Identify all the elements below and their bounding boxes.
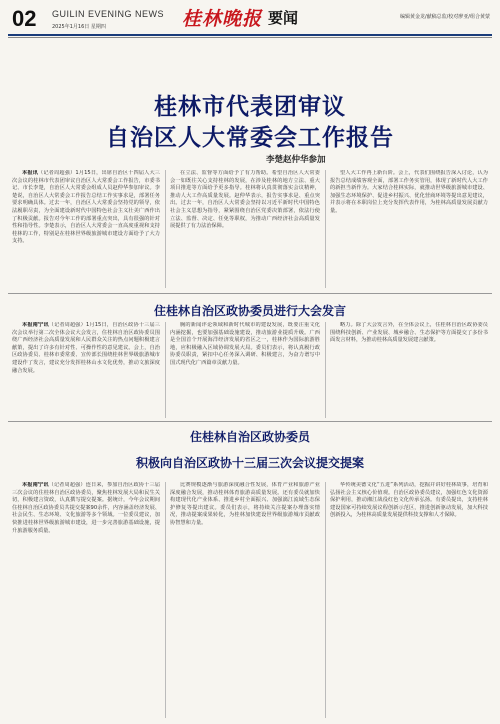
- paper-logo: 桂林晚报: [182, 8, 263, 30]
- story3-text-1: （记者周超强）连日来，参加自治区政协十三届三次会议的住桂林自治区政协委员，聚焦桂林发展大局和民生关切，积极建言资政，认真撰写提交提案。据统计，今年会议期间住桂林自治区政协委员共提交提案90余件，内容涵盖经济发展、社会民生、生态环境、文化旅游等多个领域。一位委员建议，加快推进桂林世界级旅游城市建设，进一步完善旅游基础设施，提升旅游服务质量。: [12, 482, 160, 534]
- story1-column-3: [330, 170, 488, 288]
- story3-column-1: [12, 482, 160, 718]
- story1-headline-line2: 自治区人大常委会工作报告: [106, 125, 394, 151]
- story1-text-1: （记者周超强）1月15日，出席自治区十四届人大三次会议的桂林市代表团审议自治区人大常委会工作报告，市委书记、市长李楚，自治区人大常委会组成人员赵仲华参加审议。李楚说，自治区人大常委会工作报告总结工作实事求是，部署任务要求明确具体。过去一年，自治区人大常委会坚持党的领导，依法履职尽责，为全面建设新时代中国特色社会主义壮美广西作出了积极贡献。报告对今年工作的部署重点突出，具有很强的针对性和指导性。李楚表示，自治区人大常委会一直高度重视和支持桂林的工作，特别是在桂林世界级旅游城市建设方面给予了大力支持。: [12, 170, 160, 245]
- story1-subhead: 李楚赵仲华参加: [266, 155, 326, 165]
- story3-text-2: 比赛规模逐渐与旅游深度融合性发展，体育产业和旅游产业深度融合发展，推动桂林体育旅游高质量发展。还有委员就加快构建现代化产业体系、推进乡村全面振兴、加强漓江流域生态保护修复等提出建议。委员们表示，将持续关注提案办理落实情况，推动提案成果转化，为桂林加快建设世界级旅游城市贡献政协智慧和力量。: [170, 482, 320, 526]
- story1-column-2: [170, 170, 320, 288]
- story2-column-3: [330, 322, 488, 418]
- story2-text-2: 胸的新闻评论领域和新时代城市的建设发展，既要注重文化内涵挖掘，也要加强基础设施建设，推动旅游业提质升级。广西是全国首个开展海洋经济发展的省区之一，桂林作为国际旅游胜地，应积极融入区域协调发展大局。委员们表示，将认真履行政协委员职责，紧扣中心任务深入调研、积极建言，为奋力谱写中国式现代化广西篇章贡献力量。: [170, 322, 320, 366]
- column-divider: [165, 482, 166, 718]
- story2-text-1: （记者周超强）1月15日，自治区政协十三届三次会议举行第二次全体会议大会发言，住桂林自治区政协委员围绕广西经济社会高质量发展和人民群众关注的热点问题积极建言献策，提出了许多有针对性、可操作性的意见建议。会上，自治区政协委员、桂林市委常委、宣传部长围绕桂林世界级旅游城市建设作了发言，建议充分发挥桂林山水文化优势，推动文旅深度融合发展。: [12, 322, 160, 374]
- story2-dateline: 本报南宁讯: [22, 322, 49, 328]
- masthead-rule-thin: [8, 37, 492, 38]
- story2-text-3: 略力。除了大会发言外，在全体会议上，住桂林自治区政协委员围绕科技创新、产业发展、城乡融合、生态保护等方面提交了多份书面发言材料，为推动桂林高质量发展建言献策。: [330, 322, 488, 344]
- story3-column-3: [330, 482, 488, 718]
- story3-headline-line2: 积极向自治区政协十三届三次会议提交提案: [135, 456, 364, 470]
- story3-column-2: [170, 482, 320, 718]
- column-divider: [165, 322, 166, 418]
- story3-headline-line1: 住桂林自治区政协委员: [189, 430, 310, 444]
- story3-text-3: 华传统美德文化“五进”系列活动，挖掘并讲好桂林故事，培育和弘扬社会主义核心价值观。自治区政协委员建议，加强红色文化资源保护利用，推动湘江战役红色文化传承弘扬。有委员提出，支持桂林建设国家可持续发展议程创新示范区，推进创新驱动发展，加大科技创新投入，为桂林高质量发展提供科技支撑和人才保障。: [330, 482, 488, 519]
- section-title: 要闻: [268, 9, 299, 27]
- editor-credits: 编辑黄金龙/献稿总监/校对廖亚/组合黄蒙: [399, 14, 490, 20]
- story-separator: [8, 421, 492, 422]
- column-divider: [325, 322, 326, 418]
- story-separator: [8, 293, 492, 294]
- story2-column-1: [12, 322, 160, 418]
- story1-headline-line1: 桂林市代表团审议: [154, 94, 346, 120]
- story2-headline: 住桂林自治区政协委员进行大会发言: [153, 304, 346, 318]
- column-divider: [325, 170, 326, 288]
- story1-text-3: 望人大工作再上新台阶。会上，代表们围绕报告深入讨论，认为报告总结成绩客观全面，部署工作务实管用，体现了新时代人大工作的新担当新作为。大家结合桂林实际，就推动世界级旅游城市建设、加强生态环境保护、促进乡村振兴、优化营商环境等提出意见建议，并表示将在本职岗位上充分发挥代表作用，为桂林高质量发展贡献力量。: [330, 170, 488, 214]
- story3-dateline: 本报南宁讯: [22, 482, 49, 488]
- publication-date: 2025年1月16日 星期四: [52, 24, 106, 30]
- story1-column-1: [12, 170, 160, 288]
- column-divider: [325, 482, 326, 718]
- column-divider: [165, 170, 166, 288]
- masthead-rule: [8, 34, 492, 36]
- story1-dateline: 本报讯: [22, 170, 38, 176]
- story2-column-2: [170, 322, 320, 418]
- page-number: 02: [12, 6, 37, 31]
- story1-text-2: 在立法、监督等方面给予了有力帮助。希望自治区人大常委会一如既往关心支持桂林的发展，在涉及桂林的地方立法、重大项目推进等方面给予更多指导。桂林将认真贯彻落实会议精神，推动人大工作高质量发展。赵仲华表示，报告实事求是、重点突出。过去一年，自治区人大常委会坚持以习近平新时代中国特色社会主义思想为指导，紧紧围绕自治区党委决策部署，依法行使立法、监督、决定、任免等职权，为推动广西经济社会高质量发展提供了有力法治保障。: [170, 170, 320, 230]
- masthead: [0, 0, 500, 38]
- paper-name-english: GUILIN EVENING NEWS: [52, 9, 165, 19]
